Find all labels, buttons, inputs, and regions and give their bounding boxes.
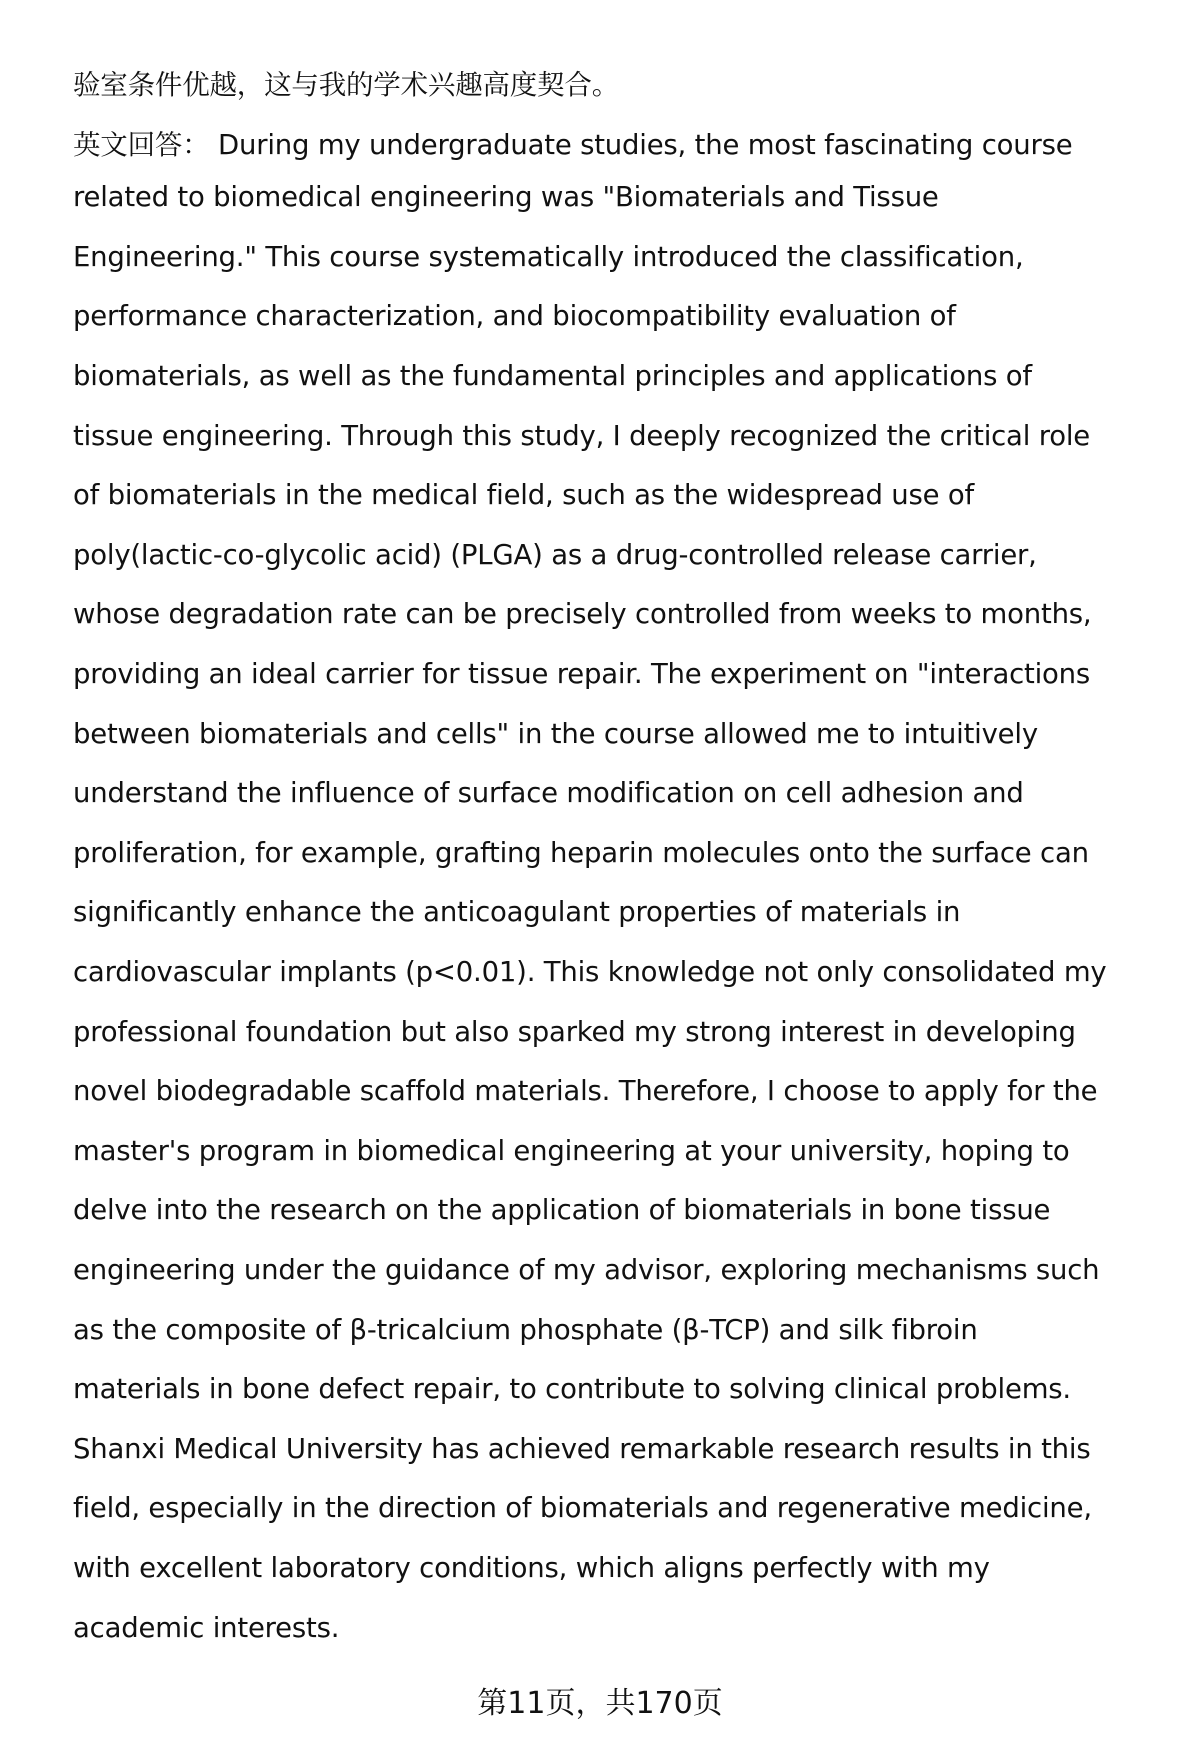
- text-line: professional foundation but also sparked my strong interest in developing: [73, 1015, 1076, 1048]
- text-line: providing an ideal carrier for tissue repair. The experiment on "interactions: [73, 658, 1091, 690]
- text-line: poly(lactic-co-glycolic acid) (PLGA) as a drug-controlled release carrier,: [73, 538, 1037, 571]
- text-line: engineering under the guidance of my advisor, exploring mechanisms such: [73, 1254, 1100, 1286]
- text-line: novel biodegradable scaffold materials. Therefore, I choose to apply for the: [73, 1075, 1098, 1108]
- text-line: whose degradation rate can be precisely controlled from weeks to months,: [73, 598, 1092, 631]
- text-line: between biomaterials and cells" in the course allowed me to intuitively: [73, 717, 1038, 750]
- text-line: materials in bone defect repair, to contribute to solving clinical problems.: [73, 1373, 1071, 1406]
- page-number: 第11页，共170页: [477, 1686, 723, 1721]
- text-line: proliferation, for example, grafting heparin molecules onto the surface can: [73, 836, 1089, 869]
- text-line: academic interests.: [73, 1611, 340, 1644]
- text-line: tissue engineering. Through this study, I deeply recognized the critical role: [73, 419, 1090, 452]
- text-line: understand the influence of surface modification on cell adhesion and: [73, 777, 1024, 810]
- text-line: delve into the research on the application of biomaterials in bone tissue: [73, 1194, 1051, 1227]
- text-line: field, especially in the direction of biomaterials and regenerative medicine,: [73, 1492, 1092, 1525]
- text-line: significantly enhance the anticoagulant properties of materials in: [73, 896, 961, 929]
- text-line: as the composite of β-tricalcium phosphate (β-TCP) and silk fibroin: [73, 1313, 978, 1346]
- text-line: master's program in biomedical engineering at your university, hoping to: [73, 1134, 1070, 1167]
- text-line: Engineering." This course systematically introduced the classification,: [73, 240, 1024, 273]
- text-line: cardiovascular implants (p<0.01). This knowledge not only consolidated my: [73, 956, 1107, 988]
- text-line: with excellent laboratory conditions, which aligns perfectly with my: [73, 1552, 990, 1584]
- text-line: 英文回答： During my undergraduate studies, the most fascinating course: [73, 128, 1073, 161]
- text-line: 验室条件优越，这与我的学术兴趣高度契合。: [73, 69, 619, 101]
- text-line: biomaterials, as well as the fundamental principles and applications of: [73, 360, 1032, 392]
- text-line: of biomaterials in the medical field, such as the widespread use of: [73, 479, 975, 512]
- text-line: related to biomedical engineering was "Biomaterials and Tissue: [73, 181, 939, 214]
- text-line: Shanxi Medical University has achieved remarkable research results in this: [73, 1432, 1091, 1465]
- text-line: performance characterization, and biocompatibility evaluation of: [73, 300, 956, 333]
